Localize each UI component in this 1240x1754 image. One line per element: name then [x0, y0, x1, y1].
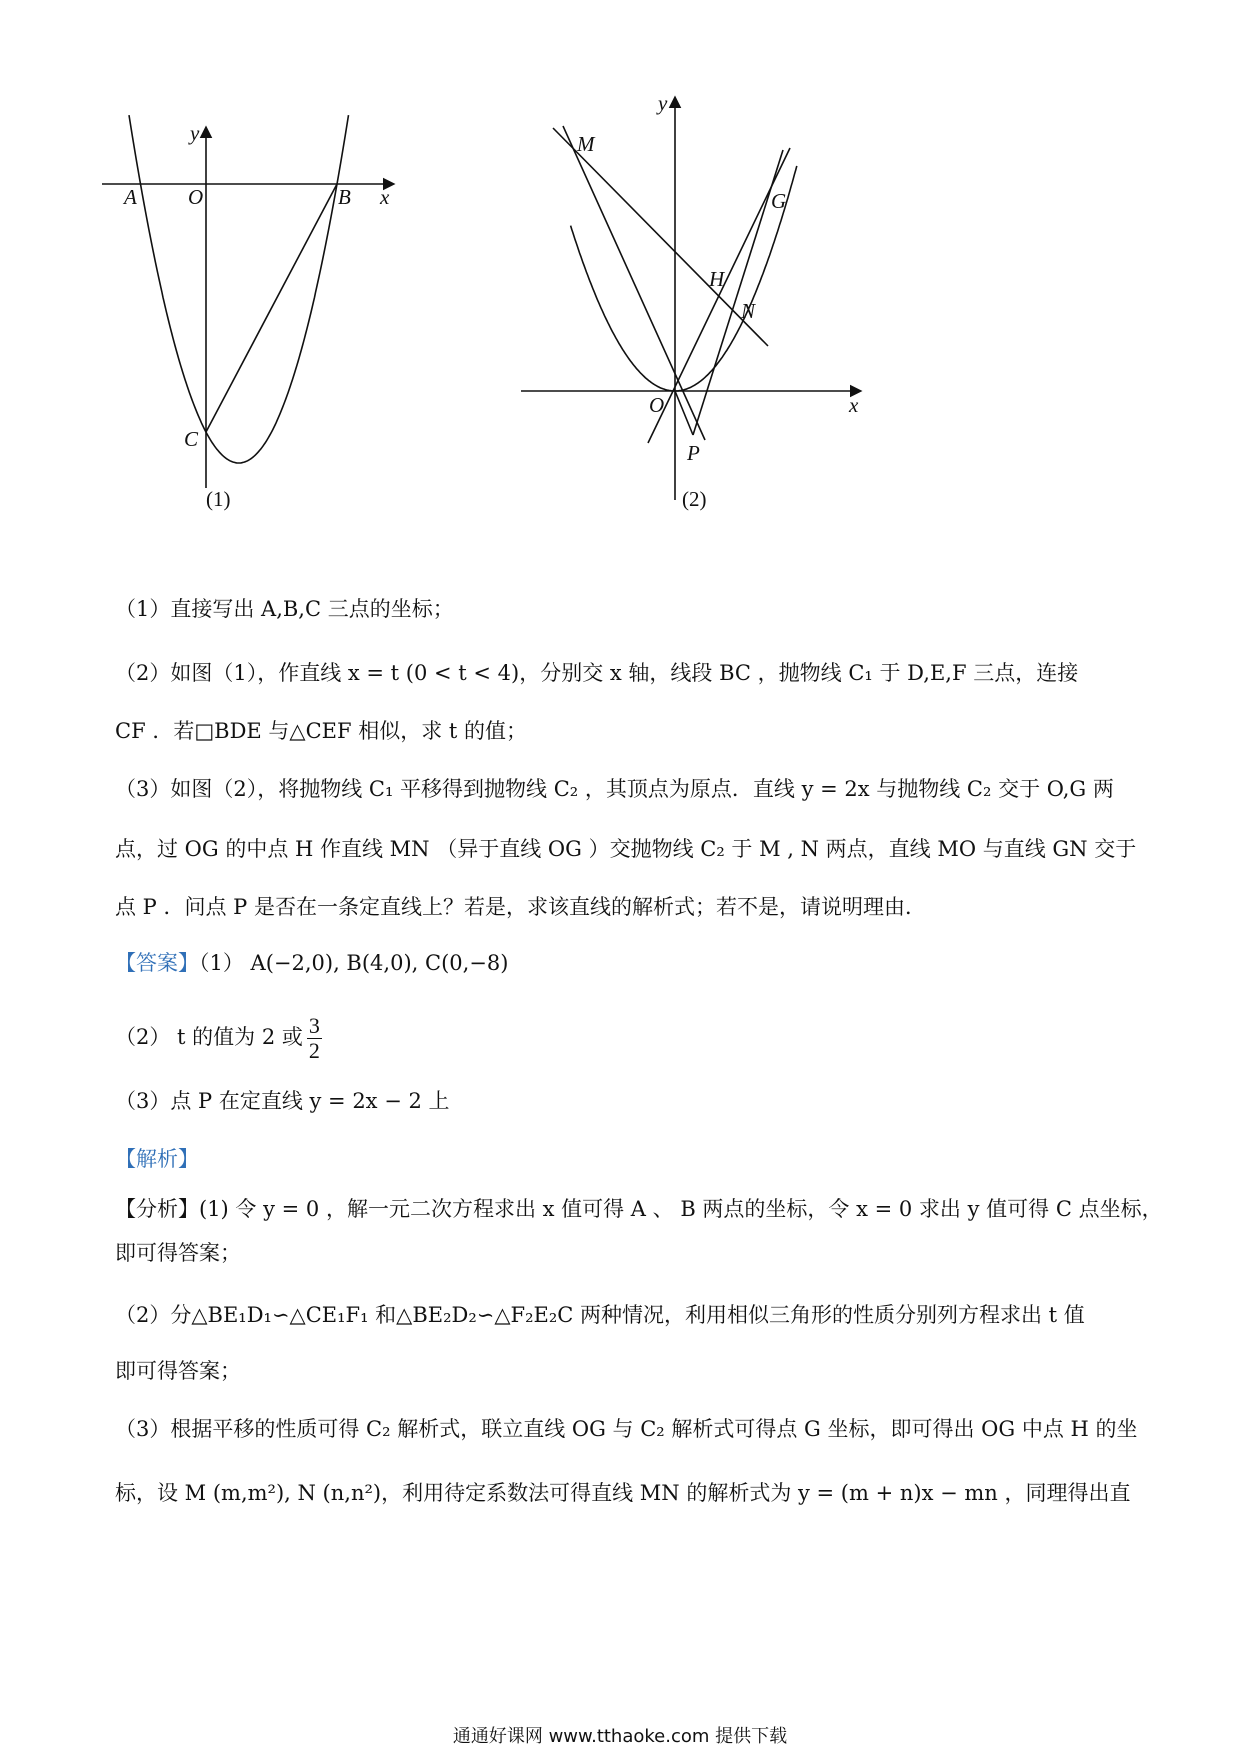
answer-2-fraction: [307, 1014, 322, 1063]
label-x: x: [849, 393, 859, 417]
label-y: y: [190, 121, 200, 145]
parabola-c2: [571, 166, 797, 391]
caption-1: (1): [206, 487, 231, 511]
figure-1-graph: [100, 110, 460, 580]
answer-2-prefix: （2） t 的值为 2 或: [115, 1025, 303, 1049]
label-n: N: [741, 299, 756, 323]
question-3-line-2: 点，过 OG 的中点 H 作直线 MN （异于直线 OG ）交抛物线 C₂ 于 M , N 两点，直线 MO 与直线 GN 交于: [115, 837, 1137, 861]
question-2-line-2: CF ．若□BDE 与△CEF 相似，求 t 的值；: [115, 719, 528, 743]
line-og: [648, 148, 790, 443]
analysis-3-line-1: （3）根据平移的性质可得 C₂ 解析式，联立直线 OG 与 C₂ 解析式可得点 G 坐标，即可得出 OG 中点 H 的坐: [115, 1417, 1138, 1441]
answer-line-1: [115, 948, 1130, 978]
label-a: A: [124, 185, 137, 209]
label-o: O: [649, 393, 665, 417]
analysis-2-line-1: （2）分△BE₁D₁∽△CE₁F₁ 和△BE₂D₂∽△F₂E₂C 两种情况，利用相似三角形的性质分别列方程求出 t 值: [115, 1303, 1085, 1327]
line-mn: [553, 128, 768, 346]
answer-line-2: [115, 1010, 1130, 1064]
line-gn: [693, 150, 783, 435]
figure-2: [515, 90, 885, 530]
analysis-1-line-2: 即可得答案；: [115, 1241, 241, 1265]
line-p-o: [675, 391, 693, 435]
fraction-denominator: 2: [308, 1038, 320, 1063]
figure-2-graph: [515, 90, 885, 530]
figure-1: [100, 110, 460, 580]
answer-label: 【答案】: [115, 951, 199, 975]
parabola-c1: [129, 115, 349, 463]
label-h: H: [709, 267, 725, 291]
footer: 通通好课网 www.tthaoke.com 提供下载: [452, 1726, 788, 1747]
question-3-line-1: （3）如图（2），将抛物线 C₁ 平移得到抛物线 C₂ ，其顶点为原点．直线 y = 2x 与抛物线 C₂ 交于 O,G 两: [115, 777, 1114, 801]
answer-1: （1） A(−2,0), B(4,0), C(0,−8): [199, 951, 509, 975]
label-c: C: [184, 427, 199, 451]
question-3-line-3: 点 P ．问点 P 是否在一条定直线上？若是，求该直线的解析式；若不是，请说明理由．: [115, 895, 926, 919]
label-g: G: [771, 189, 787, 213]
label-m: M: [577, 132, 595, 156]
analysis-label: 【解析】: [115, 1147, 199, 1171]
label-p: P: [687, 441, 700, 465]
label-x: x: [380, 185, 390, 209]
question-1: （1）直接写出 A,B,C 三点的坐标；: [115, 597, 454, 621]
label-b: B: [338, 185, 351, 209]
line-mo: [563, 126, 705, 440]
answer-3: （3）点 P 在定直线 y = 2x − 2 上: [115, 1089, 450, 1113]
caption-2: (2): [682, 487, 707, 511]
label-o: O: [188, 185, 204, 209]
segment-bc: [206, 184, 337, 432]
analysis-2-line-2: 即可得答案；: [115, 1359, 241, 1383]
analysis-3-line-2: 标，设 M (m,m²), N (n,n²)，利用待定系数法可得直线 MN 的解析式为 y = (m + n)x − mn ，同理得出直: [115, 1481, 1131, 1505]
fraction-numerator: 3: [308, 1013, 320, 1038]
question-2-line-1: （2）如图（1），作直线 x = t (0 < t < 4)，分别交 x 轴，线段 BC ，抛物线 C₁ 于 D,E,F 三点，连接: [115, 661, 1079, 685]
analysis-1-line-1: 【分析】(1) 令 y = 0 ，解一元二次方程求出 x 值可得 A 、 B 两点的坐标，令 x = 0 求出 y 值可得 C 点坐标，: [115, 1197, 1163, 1221]
label-y: y: [658, 91, 668, 115]
